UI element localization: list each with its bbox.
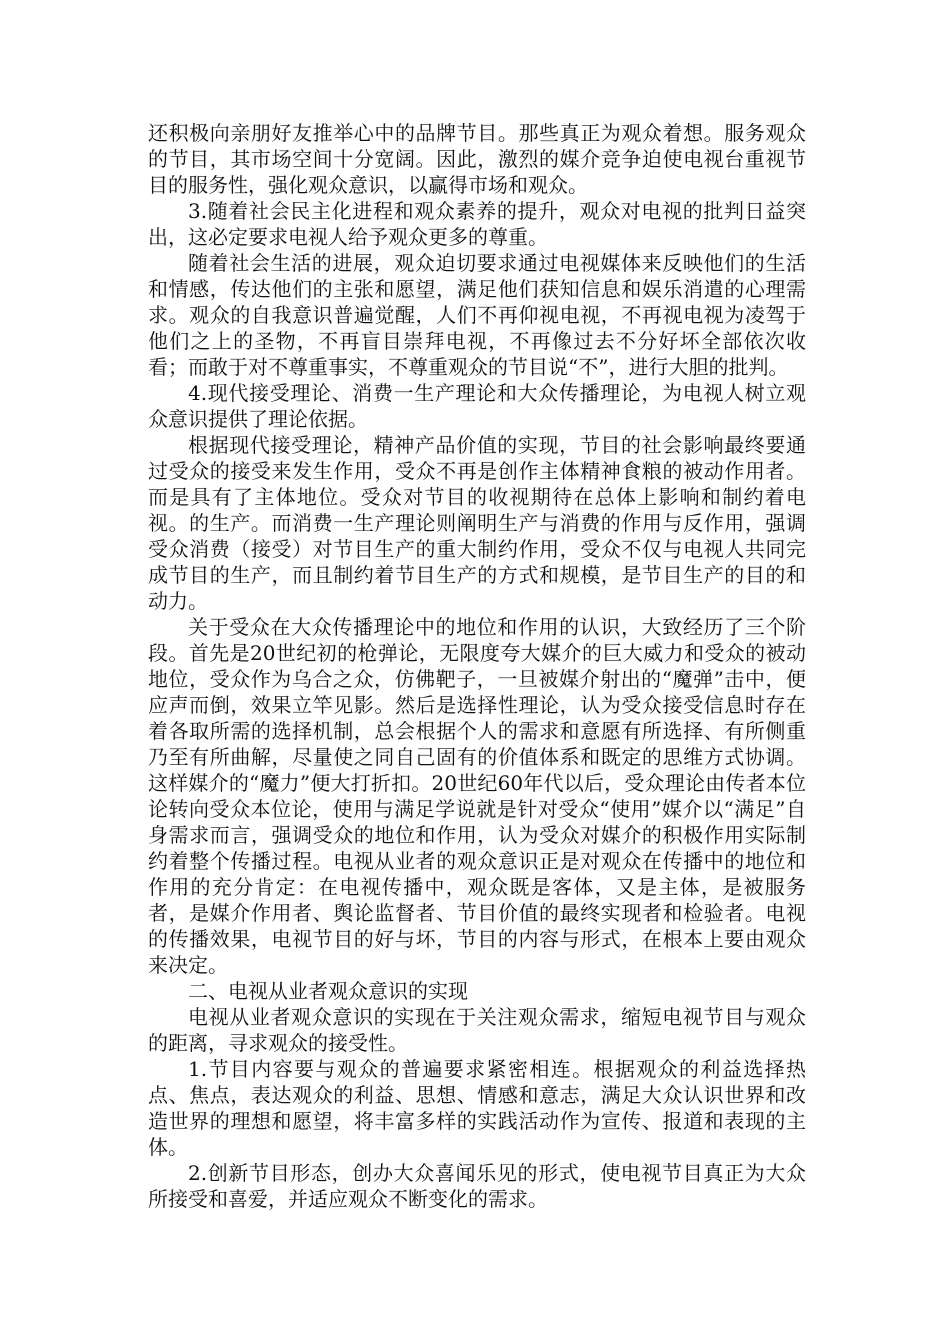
section-heading-2: 二、电视从业者观众意识的实现 — [188, 979, 468, 1003]
paragraph-point-3: 3.随着社会民主化进程和观众素养的提升，观众对电视的批判日益突出，这必定要求电视人给予观众更多的尊重。 — [148, 199, 806, 249]
document-page — [148, 120, 806, 1212]
paragraph-point-1: 1.节目内容要与观众的普遍要求紧密相连。根据观众的利益选择热点、焦点，表达观众的利益、思想、情感和意志，满足大众认识世界和改造世界的理想和愿望，将丰富多样的实践活动作为宣传、报道和表现的主体。 — [148, 1057, 806, 1159]
paragraph-point-4: 4.现代接受理论、消费一生产理论和大众传播理论，为电视人树立观众意识提供了理论依据。 — [148, 381, 806, 431]
paragraph-continuation: 还积极向亲朋好友推举心中的品牌节目。那些真正为观众着想。服务观众的节目，其市场空间十分宽阔。因此，激烈的媒介竞争迫使电视台重视节目的服务性，强化观众意识，以赢得市场和观众。 — [148, 121, 806, 197]
paragraph-point-2: 2.创新节目形态，创办大众喜闻乐见的形式，使电视节目真正为大众所接受和喜爱，并适应观众不断变化的需求。 — [148, 1161, 806, 1211]
paragraph-reception-theory: 根据现代接受理论，精神产品价值的实现，节目的社会影响最终要通过受众的接受来发生作用，受众不再是创作主体精神食粮的被动作用者。而是具有了主体地位。受众对节目的收视期待在总体上影响和制约着电视。的生产。而消费一生产理论则阐明生产与消费的作用与反作用，强调受众消费（接受）对节目生产的重大制约作用，受众不仅与电视人共同完成节目的生产，而且制约着节目生产的方式和规模，是节目生产的目的和动力。 — [148, 433, 806, 613]
paragraph-mass-communication: 关于受众在大众传播理论中的地位和作用的认识，大致经历了三个阶段。首先是20世纪初的枪弹论，无限度夸大媒介的巨大威力和受众的被动地位，受众作为乌合之众，仿佛靶子，一旦被媒介射出的“魔弹”击中，便应声而倒，效果立竿见影。然后是选择性理论，认为受众接受信息时存在着各取所需的选择机制，总会根据个人的需求和意愿有所选择、有所侧重乃至有所曲解，尽量使之同自己固有的价值体系和既定的思维方式协调。这样媒介的“魔力”便大打折扣。20世纪60年代以后，受众理论由传者本位论转向受众本位论，使用与满足学说就是针对受众“使用”媒介以“满足”自身需求而言，强调受众的地位和作用，认为受众对媒介的积极作用实际制约着整个传播过程。电视从业者的观众意识正是对观众在传播中的地位和作用的充分肯定：在电视传播中，观众既是客体，又是主体，是被服务者，是媒介作用者、舆论监督者、节目价值的最终实现者和检验者。电视的传播效果，电视节目的好与坏，节目的内容与形式，在根本上要由观众来决定。 — [148, 615, 806, 977]
paragraph-social-life: 随着社会生活的进展，观众迫切要求通过电视媒体来反映他们的生活和情感，传达他们的主张和愿望，满足他们获知信息和娱乐消遣的心理需求。观众的自我意识普遍觉醒，人们不再仰视电视，不再视电视为凌驾于他们之上的圣物，不再盲目崇拜电视，不再像过去不分好坏全部依次收看；而敢于对不尊重事实，不尊重观众的节目说“不”，进行大胆的批判。 — [148, 251, 806, 379]
paragraph-realization: 电视从业者观众意识的实现在于关注观众需求，缩短电视节目与观众的距离，寻求观众的接受性。 — [148, 1005, 806, 1055]
